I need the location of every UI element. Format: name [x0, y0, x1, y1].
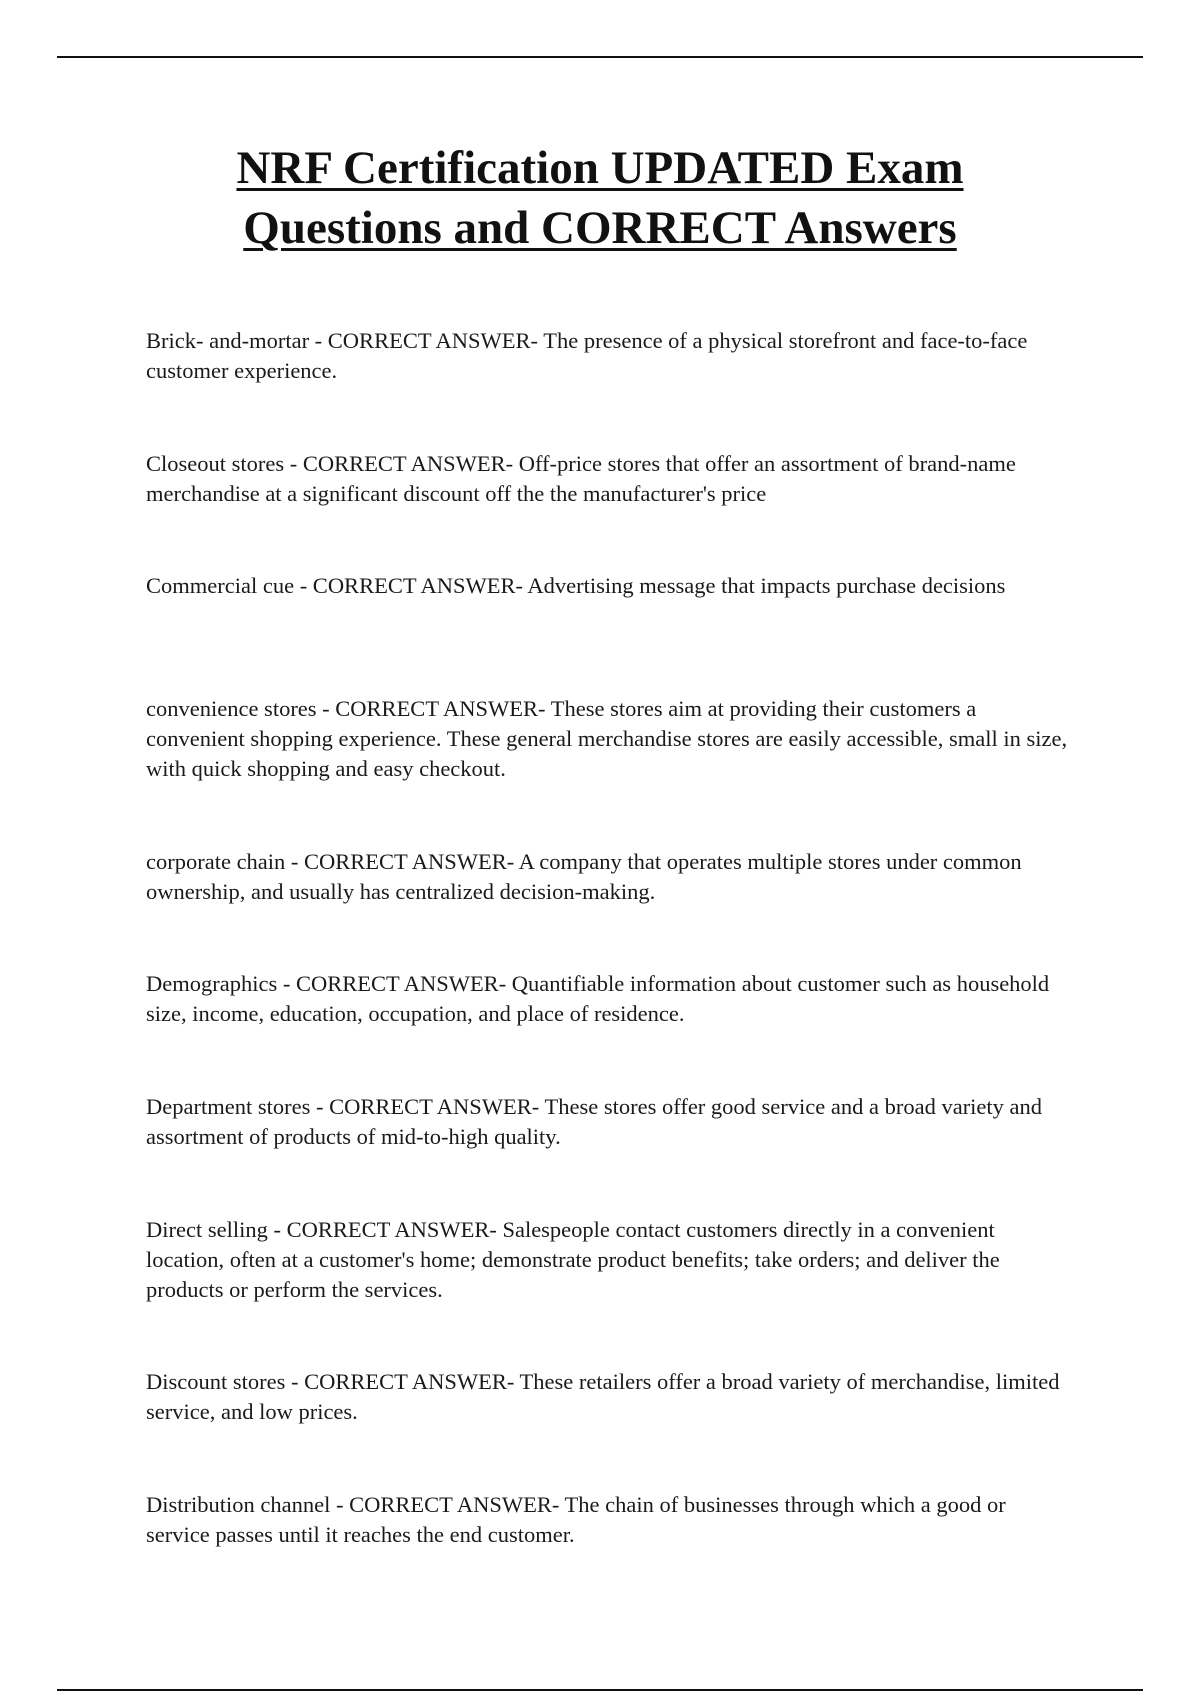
document-title	[100, 138, 1100, 258]
qa-entry: convenience stores - CORRECT ANSWER- These stores aim at providing their customers a convenient shopping experience. These general merchandise stores are easily accessible, small in size, with quick shopping and easy checkout.	[146, 696, 1068, 781]
title-line-1: NRF Certification UPDATED Exam	[236, 142, 964, 194]
title-line-2: Questions and CORRECT Answers	[243, 202, 957, 254]
footer-rule	[57, 1689, 1143, 1691]
qa-entry: corporate chain - CORRECT ANSWER- A company that operates multiple stores under common ownership, and usually has centralized decision-making.	[146, 849, 1022, 904]
header-rule	[57, 56, 1143, 58]
qa-entry: Closeout stores - CORRECT ANSWER- Off-price stores that offer an assortment of brand-name merchandise at a significant discount off the the manufacturer's price	[146, 451, 1016, 506]
qa-entry: Brick- and-mortar - CORRECT ANSWER- The presence of a physical storefront and face-to-face customer experience.	[146, 328, 1028, 383]
qa-entry: Distribution channel - CORRECT ANSWER- The chain of businesses through which a good or service passes until it reaches the end customer.	[146, 1492, 1006, 1547]
qa-entry: Department stores - CORRECT ANSWER- These stores offer good service and a broad variety and assortment of products of mid-to-high quality.	[146, 1094, 1043, 1149]
qa-entry: Commercial cue - CORRECT ANSWER- Advertising message that impacts purchase decisions	[146, 573, 1006, 598]
qa-entry: Discount stores - CORRECT ANSWER- These retailers offer a broad variety of merchandise, limited service, and low prices.	[146, 1369, 1060, 1424]
qa-entry: Demographics - CORRECT ANSWER- Quantifiable information about customer such as household size, income, education, occupation, and place of residence.	[146, 971, 1050, 1026]
qa-entry: Direct selling - CORRECT ANSWER- Salespeople contact customers directly in a convenient location, often at a customer's home; demonstrate product benefits; take orders; and deliver the products or perform the services.	[146, 1217, 1000, 1302]
